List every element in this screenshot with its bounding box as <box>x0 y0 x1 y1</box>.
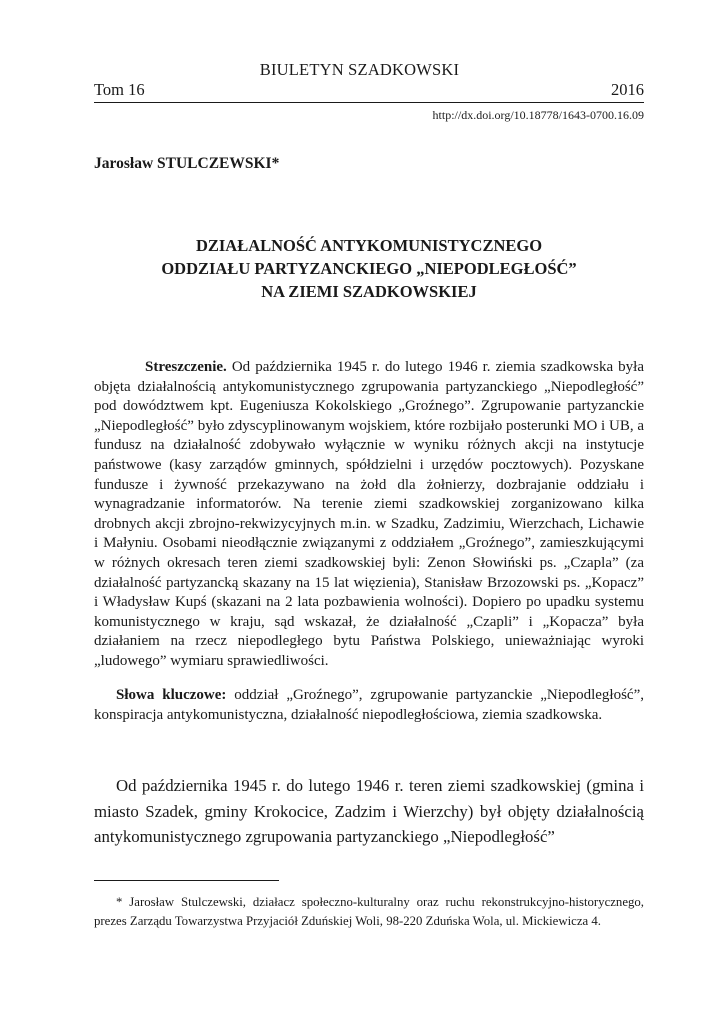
volume-number: Tom 16 <box>94 80 145 99</box>
keywords-label: Słowa kluczowe: <box>116 687 227 703</box>
abstract-label: Streszczenie. <box>145 359 227 375</box>
title-line-2: ODDZIAŁU PARTYZANCKIEGO „NIEPODLEGŁOŚĆ” <box>161 259 577 278</box>
publication-year: 2016 <box>611 80 644 99</box>
title-line-3: NA ZIEMI SZADKOWSKIEJ <box>261 282 477 301</box>
keywords <box>94 686 644 725</box>
title-line-1: DZIAŁALNOŚĆ ANTYKOMUNISTYCZNEGO <box>195 236 543 255</box>
journal-name: BIULETYN SZADKOWSKI <box>259 60 460 79</box>
footnote-rule <box>94 880 279 881</box>
header-rule <box>94 102 644 103</box>
abstract-text: Od października 1945 r. do lutego 1946 r. ziemia szadkowska była objęta działalnością antykomunistycznego zgrupowania partyzanckiego „Niepodległość” pod dowództwem kpt. Eugeniusza Kokolskiego „Groźnego”. Zgrupowanie partyzanckie „Niepodległość” było zdyscyplinowanym wojskiem, które rozbijało posterunki MO i UB, a fundusz na działalność zdobywało wyłącznie w wyniku różnych akcji na instytucje państwowe (kasy zarządów gminnych, spółdzielni i urzędów pocztowych). Pozyskane fundusze i żywność przekazywano na żołd dla żołnierzy, dozbrajanie oddziału i wynagradzanie informatorów. Na terenie ziemi szadkowskiej zorganizowano kilka drobnych akcji zbrojno-rekwizycyjnych m.in. w Szadku, Zadzimiu, Wierzchach, Lichawie i Małyniu. Osobami nieodłącznie związanymi z oddziałem „Groźnego”, zamieszkującymi w różnych okresach teren ziemi szadkowskiej byli: Zenon Słowiński ps. „Czapla” (za działalność partyzancką skazany na 15 lat więzienia), Stanisław Brzozowski ps. „Kopacz” i Władysław Kupś (skazani na 2 lata pozbawienia wolności). Dopiero po upadku systemu komunistycznego w kraju, sąd wskazał, że działalność „Czapli” i „Kopacza” była działaniem na rzecz niepodległego bytu Państwa Polskiego, unieważniając wyroki „ludowego” wymiaru sprawiedliwości. <box>94 359 645 669</box>
keywords-text: oddział „Groźnego”, zgrupowanie partyzanckie „Niepodległość”, konspiracja antykomunistyczna, działalność niepodległościowa, ziemia szadkowska. <box>94 687 644 723</box>
author-name: Jarosław STULCZEWSKI* <box>94 155 280 172</box>
body-paragraph: Od października 1945 r. do lutego 1946 r. teren ziemi szadkowskiej (gmina i miasto Szadek, gminy Krokocice, Zadzim i Wierzchy) był objęty działalnością antykomunistycznego zgrupowania partyzanckiego „Niepodległość” <box>94 776 644 846</box>
doi-link[interactable]: http://dx.doi.org/10.18778/1643-0700.16.09 <box>432 108 644 122</box>
abstract <box>94 358 644 672</box>
footnote: * Jarosław Stulczewski, działacz społeczno-kulturalny oraz ruchu rekonstrukcyjno-historycznego, prezes Zarządu Towarzystwa Przyjaciół Zduńskiej Woli, 98-220 Zduńska Wola, ul. Mickiewicza 4. <box>94 895 644 928</box>
article-title <box>94 234 644 303</box>
